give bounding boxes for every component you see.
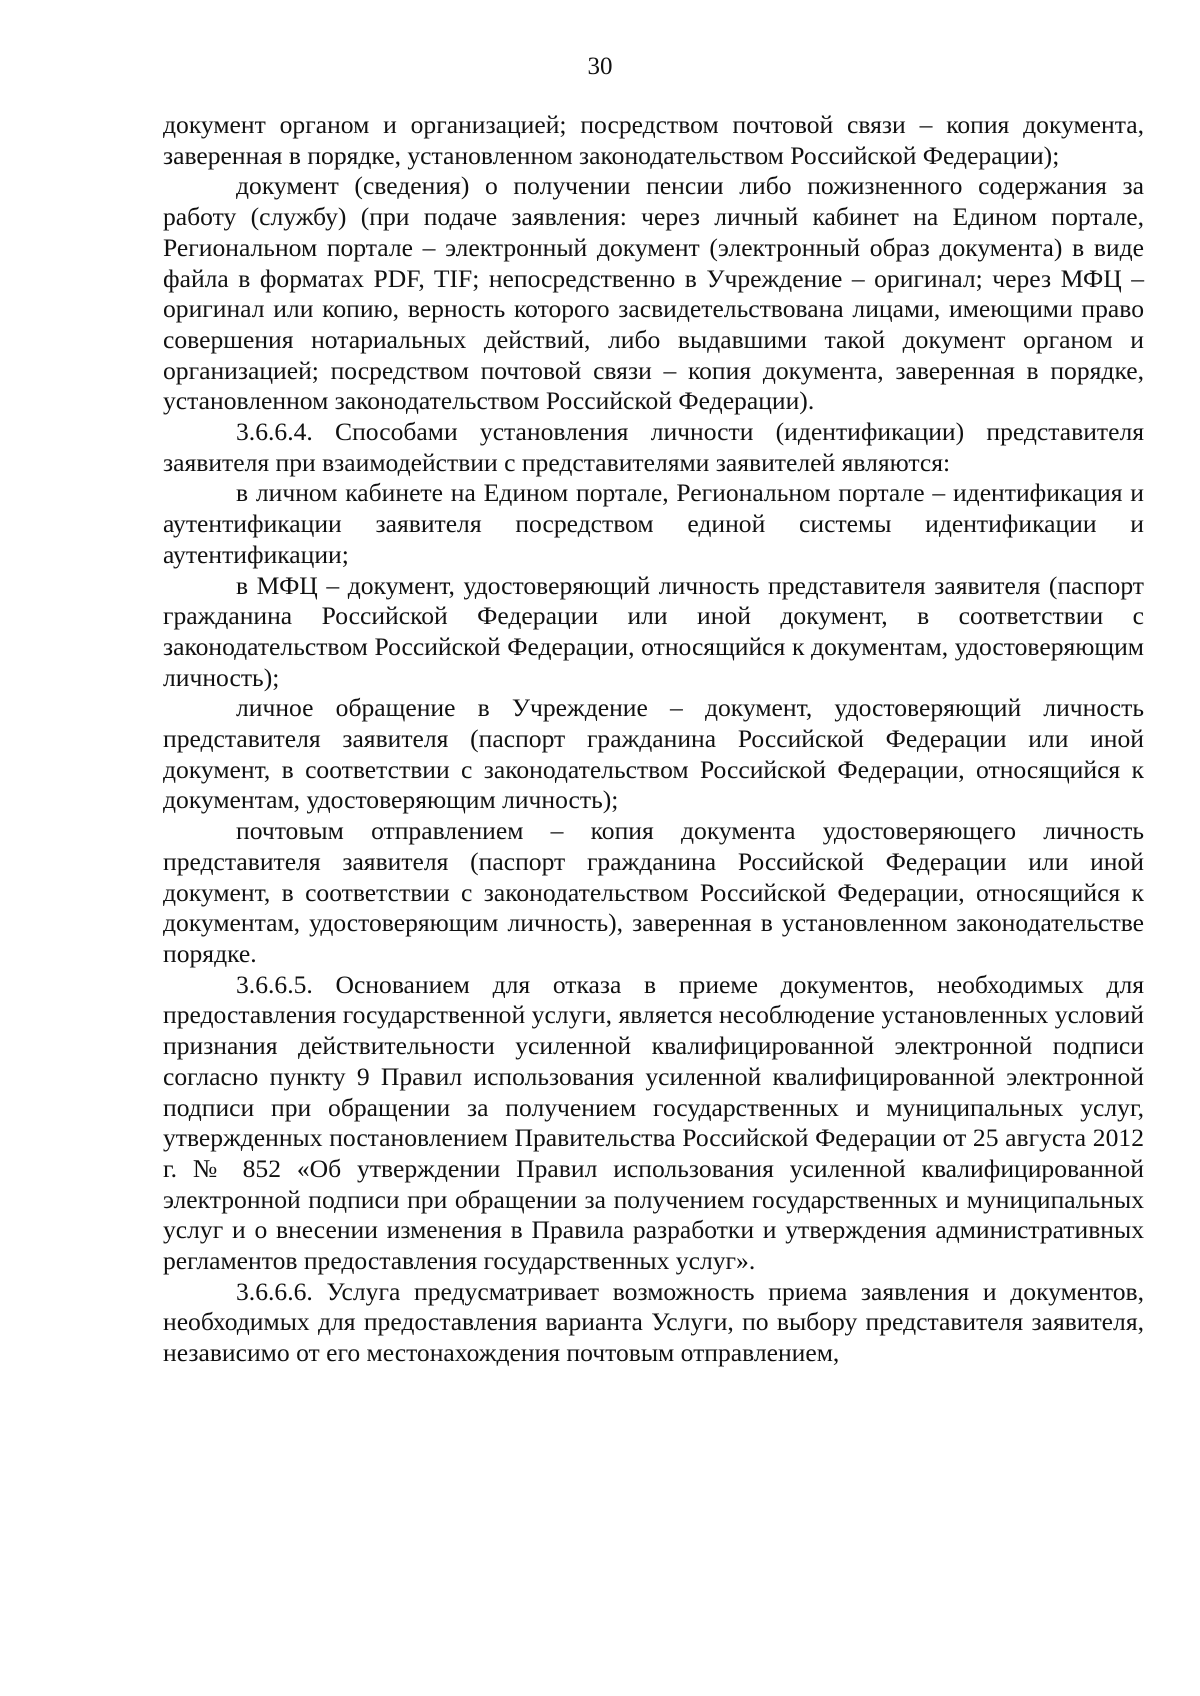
paragraph-3-6-6-4: 3.6.6.4. Способами установления личности (идентификации) представителя заявителя при взаимодействии с представителями заявителей являются: <box>163 417 1144 477</box>
document-body <box>163 110 1144 1369</box>
paragraph-3-6-6-6: 3.6.6.6. Услуга предусматривает возможность приема заявления и документов, необходимых для предоставления варианта Услуги, по выбору представителя заявителя, независимо от его местонахождения почтовым отправлением, <box>163 1276 1144 1368</box>
page-number: 30 <box>587 53 613 80</box>
paragraph-pension-document: документ (сведения) о получении пенсии либо пожизненного содержания за работу (службу) (при подаче заявления: через личный кабинет на Едином портале, Региональном портале – электронный документ (электронный образ документа) в виде файла в форматах PDF, TIF; непосредственно в Учреждение – оригинал; через МФЦ – оригинал или копию, верность которого засвидетельствована лицами, имеющими право совершения нотариальных действий, либо выдавшими такой документ органом и организацией; посредством почтовой связи – копия документа, заверенная в порядке, установленном законодательством Российской Федерации). <box>163 171 1144 416</box>
paragraph-postal: почтовым отправлением – копия документа удостоверяющего личность представителя заявителя (паспорт гражданина Российской Федерации или иной документ, в соответствии с законодательством Российской Федерации, относящийся к документам, удостоверяющим личность), заверенная в установленном законодательстве порядке. <box>163 816 1144 968</box>
paragraph-personal-visit: личное обращение в Учреждение – документ, удостоверяющий личность представителя заявителя (паспорт гражданина Российской Федерации или иной документ, в соответствии с законодательством Российской Федерации, относящийся к документам, удостоверяющим личность); <box>163 693 1144 815</box>
paragraph-personal-cabinet: в личном кабинете на Едином портале, Региональном портале – идентификация и аутентификации заявителя посредством единой системы идентификации и аутентификации; <box>163 478 1144 569</box>
paragraph-3-6-6-5: 3.6.6.5. Основанием для отказа в приеме документов, необходимых для предоставления государственной услуги, является несоблюдение установленных условий признания действительности усиленной квалифицированной электронной подписи согласно пункту 9 Правил использования усиленной квалифицированной электронной подписи при обращении за получением государственных и муниципальных услуг, утвержденных постановлением Правительства Российской Федерации от 25 августа 2012 г. № 852 «Об утверждении Правил использования усиленной квалифицированной электронной подписи при обращении за получением государственных и муниципальных услуг и о внесении изменения в Правила разработки и утверждения административных регламентов предоставления государственных услуг». <box>163 969 1144 1276</box>
paragraph-continuation: документ органом и организацией; посредством почтовой связи – копия документа, заверенная в порядке, установленном законодательством Российской Федерации); <box>163 110 1144 170</box>
paragraph-mfc: в МФЦ – документ, удостоверяющий личность представителя заявителя (паспорт гражданина Российской Федерации или иной документ, в соответствии с законодательством Российской Федерации, относящийся к документам, удостоверяющим личность); <box>163 570 1144 692</box>
